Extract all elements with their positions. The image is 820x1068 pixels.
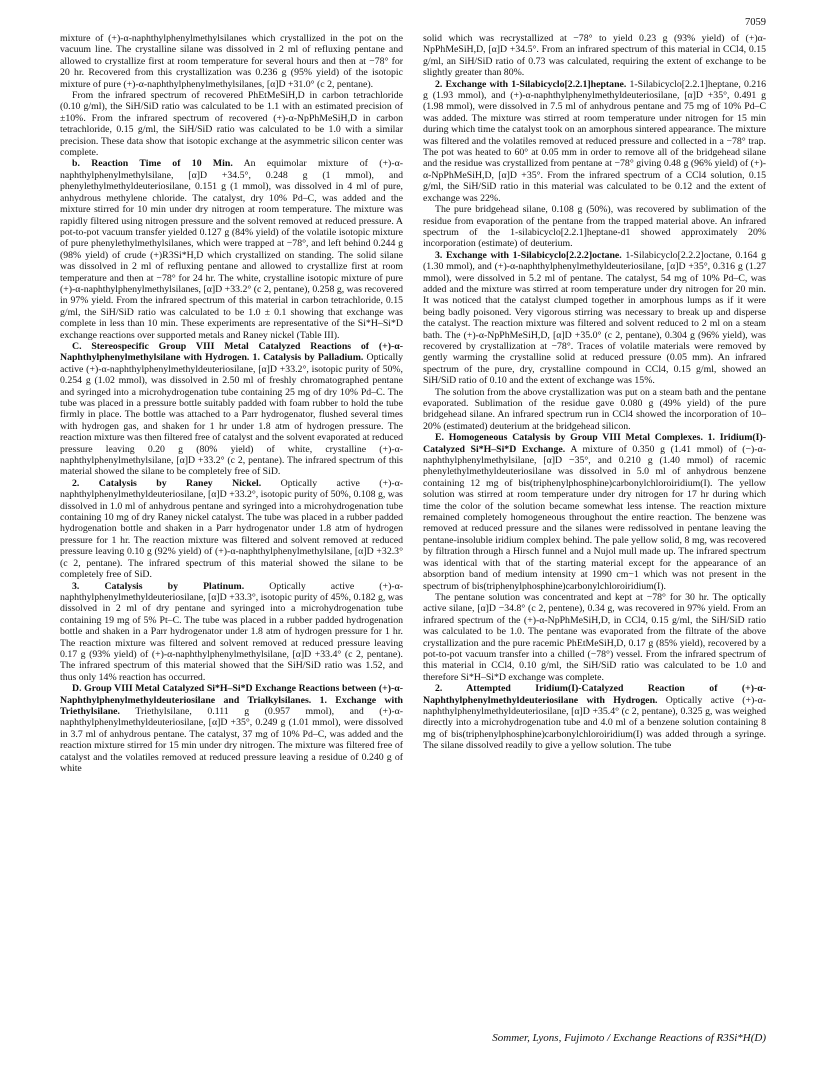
- paragraph: solid which was recrystallized at −78° to yield 0.23 g (93% yield) of (+)α-NpPhMeSiH,D, [α]D +34.5°. From an infrared spectrum of this material in CCl4, 0.15 g/ml, an SiH/SiD ratio of 0.73 was calculated, requiring the extent of exchange to be slightly greater than 80%.: [423, 33, 766, 79]
- right-column: [423, 33, 766, 752]
- page-number: 7059: [745, 17, 766, 28]
- paragraph-heading: b. Reaction Time of 10 Min.: [72, 158, 233, 170]
- paragraph: From the infrared spectrum of recovered PhEtMeSiH,D in carbon tetrachloride (0.10 g/ml), the SiH/SiD ratio was calculated to be 1.1 with an estimated precision of ±10%. From the infrared spectrum of recovered (+)-α-NpPhMeSiH,D in carbon tetrachloride, 0.15 g/ml, the SiH/SiD ratio was calculated to be 1.0 with a similar precision. These data show that isotopic exchange at the asymmetric silicon center was complete.: [60, 90, 403, 159]
- paragraph-reaction-time: b. Reaction Time of 10 Min. An equimolar mixture of (+)-α-naphthylphenylmethylsilane, [α]D +34.5°, 0.248 g (1 mmol), and phenylethylmethyldeuteriosilane, 0.151 g (1 mmol), was dissolved in 4 ml of pure, anhydrous methylene chloride. The catalyst, dry 10% Pd–C, was added and the mixture stirred for 10 min under dry nitrogen at room temperature. The mixture was rapidly filtered using nitrogen pressure and the solvent removed at reduced pressure. A pot-to-pot vacuum transfer yielded 0.127 g (84% yield) of the volatile isotopic mixture of pure phenylethylmethylsilanes, which were trapped at −78°, and left behind 0.244 g (98% yield) of crude (+)R3Si*H,D which crystallized on standing. The solid silane was dissolved in 2 ml of refluxing pentane and allowed to crystallize first at room temperature and then at −78° for 24 hr. The white, crystalline isotopic mixture of pure (+)-α-naphthylphenylmethylsilanes, [α]D +33.2° (c 2, pentane), 0.258 g, was recovered in 97% yield. From the infrared spectrum of this material in carbon tetrachloride, 0.15 g/ml, the SiH/SiD ratio was calculated to be 1.0 ± 0.1 showing that exchange was complete in less than 10 min. These experiments are representative of the Si*H–Si*D exchange reactions over supported metals and Raney nickel (Table III).: [60, 158, 403, 341]
- section-e-homogeneous: E. Homogeneous Catalysis by Group VIII Metal Complexes. 1. Iridium(I)-Catalyzed Si*H–Si*D Exchange. A mixture of 0.350 g (1.41 mmol) of (−)-α-naphthylphenylmethylsilane, [α]D −35°, and 0.210 g (1.40 mmol) of racemic phenylethylmethyldeuteriosilane was dissolved in 5.0 ml of anhydrous benzene containing 12 mg of bis(triphenylphosphine)carbonylchloroiridium(I). The yellow solution was stirred at room temperature under dry nitrogen for 17 hr during which time the color of the solution became somewhat less intense. The reaction mixture remained completely homogeneous throughout the entire reaction. The benzene was removed at reduced pressure and the silanes were redissolved in pentane leaving the pentane-insoluble iridium complex behind. The pale yellow solid, 8 mg, was recovered by filtration through a Hirsch funnel and a Nujol mull made up. The infrared spectrum was identical with that of the starting material except for the appearance of an absorption band of medium intensity at 1990 cm−1 which was not present in the spectrum of bis(triphenylphosphine)carbonylchloroiridium(I).: [423, 432, 766, 592]
- paragraph-heading: 3. Catalysis by Platinum.: [72, 580, 245, 592]
- paragraph-heading: 2. Exchange with 1-Silabicyclo[2.2.1]heptane.: [435, 78, 627, 90]
- paragraph: The pentane solution was concentrated and kept at −78° for 30 hr. The optically active silane, [α]D −34.8° (c 2, pentene), 0.34 g, was recovered in 97% yield. From an infrared spectrum of the (+)-α-NpPhMeSiH,D, in CCl4, 0.15 g/ml, the SiH/SiD ratio was calculated to be 1.0. The pentane was evaporated from the filtrate of the above crystallization and the pure racemic PhEtMeSiH,D, 0.17 g (85% yield), recovered by a pot-to-pot vacuum transfer into a chilled (−78°) vessel. From the infrared spectrum of this material in CCl4, 0.10 g/ml, the SiH/SiD ratio was calculated to be 1.0 and therefore Si*H–Si*D exchange was complete.: [423, 591, 766, 683]
- paragraph-silabicyclooctane: 3. Exchange with 1-Silabicyclo[2.2.2]octane. 1-Silabicyclo[2.2.2]octane, 0.164 g (1.30 mmol), and (+)-α-naphthylphenylmethyldeuteriosilane, [α]D +35°, 0.316 g (1.27 mmol), were dissolved in 5.2 ml of pentane. The catalyst, 54 mg of 10% Pd–C, was added and the mixture was stirred at room temperature under dry nitrogen for 20 min. It was noticed that the catalyst clumped together in amorphous lumps as if it were being badly poisoned. Very vigorous stirring was necessary to break up and disperse the catalyst. The reaction mixture was filtered and solvent reduced to 2 ml on a steam bath. The (+)-α-NpPhMeSiH,D, [α]D +35.0° (c 2, pentane), 0.304 g (96% yield), was recovered by crystallization at −78°. Traces of volatile materials were removed by gently warming the crystalline solid at reduced pressure (0.05 mm). An infrared spectrum of the pure, dry, crystalline compound in CCl4, 0.15 g/ml, showed an SiH/SiD ratio of 0.10 and the extent of exchange was 15%.: [423, 249, 766, 387]
- paragraph-silabicycloheptane: 2. Exchange with 1-Silabicyclo[2.2.1]heptane. 1-Silabicyclo[2.2.1]heptane, 0.216 g (1.93 mmol), and (+)-α-naphthylphenylmethyldeuteriosilane, [α]D +35°, 0.491 g (1.98 mmol), were dissolved in 7.5 ml of anhydrous pentane and 75 mg of 10% Pd–C was added. The mixture was stirred at room temperature under nitrogen for 15 min during which time the catalyst took on an amorphous sintered appearance. The mixture was filtered and the volatiles removed at reduced pressure and collected in a −78° trap. The pot was heated to 60° at 0.05 mm in order to remove all of the bridgehead silane and the residue was crystallized from pentane at −78° giving 0.48 g (96% yield) of (+)-α-NpPhMeSiH,D, [α]D +35°. From the infrared spectrum of a CCl4 solution, 0.15 g/ml, the SiH/SiD ratio in this material was calculated to be 0.12 and the extent of exchange was 22%.: [423, 78, 767, 204]
- paragraph: mixture of (+)-α-naphthylphenylmethylsilanes which crystallized in the pot on the vacuum line. The crystalline silane was dissolved in 2 ml of refluxing pentane and allowed to crystallize first at room temperature for several hours and then at −78° for 20 hr. Recovered from this crystallization was 0.236 g (95% yield) of the isotopic mixture of pure (+)-α-naphthylphenylmethylsilanes, [α]D +31.0° (c 2, pentane).: [60, 33, 403, 90]
- paragraph-raney-nickel: 2. Catalysis by Raney Nickel. Optically active (+)-α-naphthylphenylmethyldeuteriosilane, [α]D +33.2°, isotopic purity of 50%, 0.108 g, was dissolved in 1.0 ml of anhydrous pentane and syringed into a microhydrogenation tube containing 10 mg of dry Raney nickel catalyst. The tube was placed in a rubber padded hydrogenation bottle and shaken in a Parr hydrogenator under 1.8 atm of hydrogen pressure for 1 hr. The reaction mixture was filtered and solvent removed at reduced pressure leaving 0.10 g (92% yield) of (+)-α-naphthylphenylmethylsilane, [α]D +32.3° (c 2, pentane). The infrared spectrum of this material showed the silane to be completely free of SiD.: [60, 477, 404, 581]
- paragraph-heading: 2. Attempted Iridium(I)-Catalyzed Reaction of (+)-α-Naphthylphenylmethyldeuteriosilane with Hydrogen.: [423, 683, 766, 706]
- paragraph: The solution from the above crystallization was put on a steam bath and the pentane evaporated. Sublimation of the residue gave 0.080 g (49% yield) of the pure bridgehead silane. An infrared spectrum run in CCl4 showed the incorporation of 10–20% (estimated) deuterium at the bridgehead silicon.: [423, 386, 766, 432]
- left-column: [60, 33, 403, 774]
- paragraph-heading: 2. Catalysis by Raney Nickel.: [72, 477, 262, 489]
- section-c-palladium: C. Stereospecific Group VIII Metal Catalyzed Reactions of (+)-α-Naphthylphenylmethylsilane with Hydrogen. 1. Catalysis by Palladium. Optically active (+)-α-naphthylphenylmethyldeuteriosilane, [α]D +33.2°, isotopic purity of 50%, 0.254 g (1.02 mmol), was dissolved in 2.50 ml of freshly chromatographed pentane and syringed into a microhydrogenation tube containing 25 mg of dry 10% Pd–C. The tube was placed in a pressure bottle suitably padded with foam rubber to hold the tube firmly in place. The bottle was attached to a Parr hydrogenator, flushed several times with hydrogen gas, and shaken for 1 hr under 1.8 atm of hydrogen pressure. The reaction mixture was then filtered free of catalyst and the solvent evaporated at reduced pressure leaving 0.20 g (80% yield) of white, crystalline (+)-α-naphthylphenylmethylsilane, [α]D +33.2° (c 2, pentane). The infrared spectrum of this material showed the silane to be completely free of SiD.: [60, 340, 404, 478]
- paragraph-platinum: 3. Catalysis by Platinum. Optically active (+)-α-naphthylphenylmethyldeuteriosilane, [α]D +33.3°, isotopic purity of 45%, 0.182 g, was dissolved in 2 ml of dry pentane and syringed into a microhydrogenation tube containing 19 mg of 5% Pt–C. The tube was placed in a rubber padded hydrogenation bottle and shaken in a Parr hydrogenator under 1.8 atm of hydrogen pressure for 1 hr. The reaction mixture was filtered and solvent removed at reduced pressure leaving 0.17 g (93% yield) of (+)-α-naphthylphenylmethylsilane, [α]D +33.4° (c 2, pentane). The infrared spectrum of this material showed that the SiH/SiD ratio was 1.52, and thus only 14% reaction has occurred.: [60, 580, 403, 683]
- section-d-exchange: D. Group VIII Metal Catalyzed Si*H–Si*D Exchange Reactions between (+)-α-Naphthylphenylmethyldeuteriosilane and Trialkylsilanes. 1. Exchange with Triethylsilane. Triethylsilane, 0.111 g (0.957 mmol), and (+)-α-naphthylphenylmethyldeuteriosilane, [α]D +35°, 0.249 g (1.01 mmol), were dissolved in 3.7 ml of anhydrous pentane. The catalyst, 37 mg of 10% Pd–C, was added and the reaction mixture stirred for 15 min under dry nitrogen. The mixture was filtered free of catalyst and the volatiles removed at reduced pressure leaving a residue of 0.240 g of white: [60, 683, 403, 774]
- paragraph-heading: 3. Exchange with 1-Silabicyclo[2.2.2]octane.: [435, 249, 622, 261]
- running-footer: Sommer, Lyons, Fujimoto / Exchange Reactions of R3Si*H(D): [492, 1032, 766, 1044]
- paragraph: The pure bridgehead silane, 0.108 g (50%), was recovered by sublimation of the residue from evaporation of the pentane from the trapped material above. An infrared spectrum of the 1-silabicyclo[2.2.1]heptane-d1 showed approximately 20% incorporation (estimate) of deuterium.: [423, 204, 766, 250]
- paragraph-iridium-hydrogen: 2. Attempted Iridium(I)-Catalyzed Reaction of (+)-α-Naphthylphenylmethyldeuteriosilane with Hydrogen. Optically active (+)-α-naphthylphenylmethyldeuteriosilane, [α]D +35.4° (c 2, pentane), 0.325 g, was weighed directly into a microhydrogenation tube and 4.0 ml of a benzene solution containing 8 mg of bis(triphenylphosphine)carbonylchloroiridium(I) was added through a syringe. The silane dissolved readily to give a yellow solution. The tube: [423, 683, 766, 752]
- section-heading: D. Group VIII Metal Catalyzed Si*H–Si*D Exchange Reactions between (+)-α-Naphthylphenylmethyldeuteriosilane and Trialkylsilanes. 1. Exchange with Triethylsilane.: [60, 683, 403, 717]
- section-heading: C. Stereospecific Group VIII Metal Catalyzed Reactions of (+)-α-Naphthylphenylmethylsilane with Hydrogen. 1. Catalysis by Palladium.: [60, 340, 403, 364]
- section-heading: E. Homogeneous Catalysis by Group VIII Metal Complexes. 1. Iridium(I)-Catalyzed Si*H–Si*D Exchange.: [423, 432, 766, 455]
